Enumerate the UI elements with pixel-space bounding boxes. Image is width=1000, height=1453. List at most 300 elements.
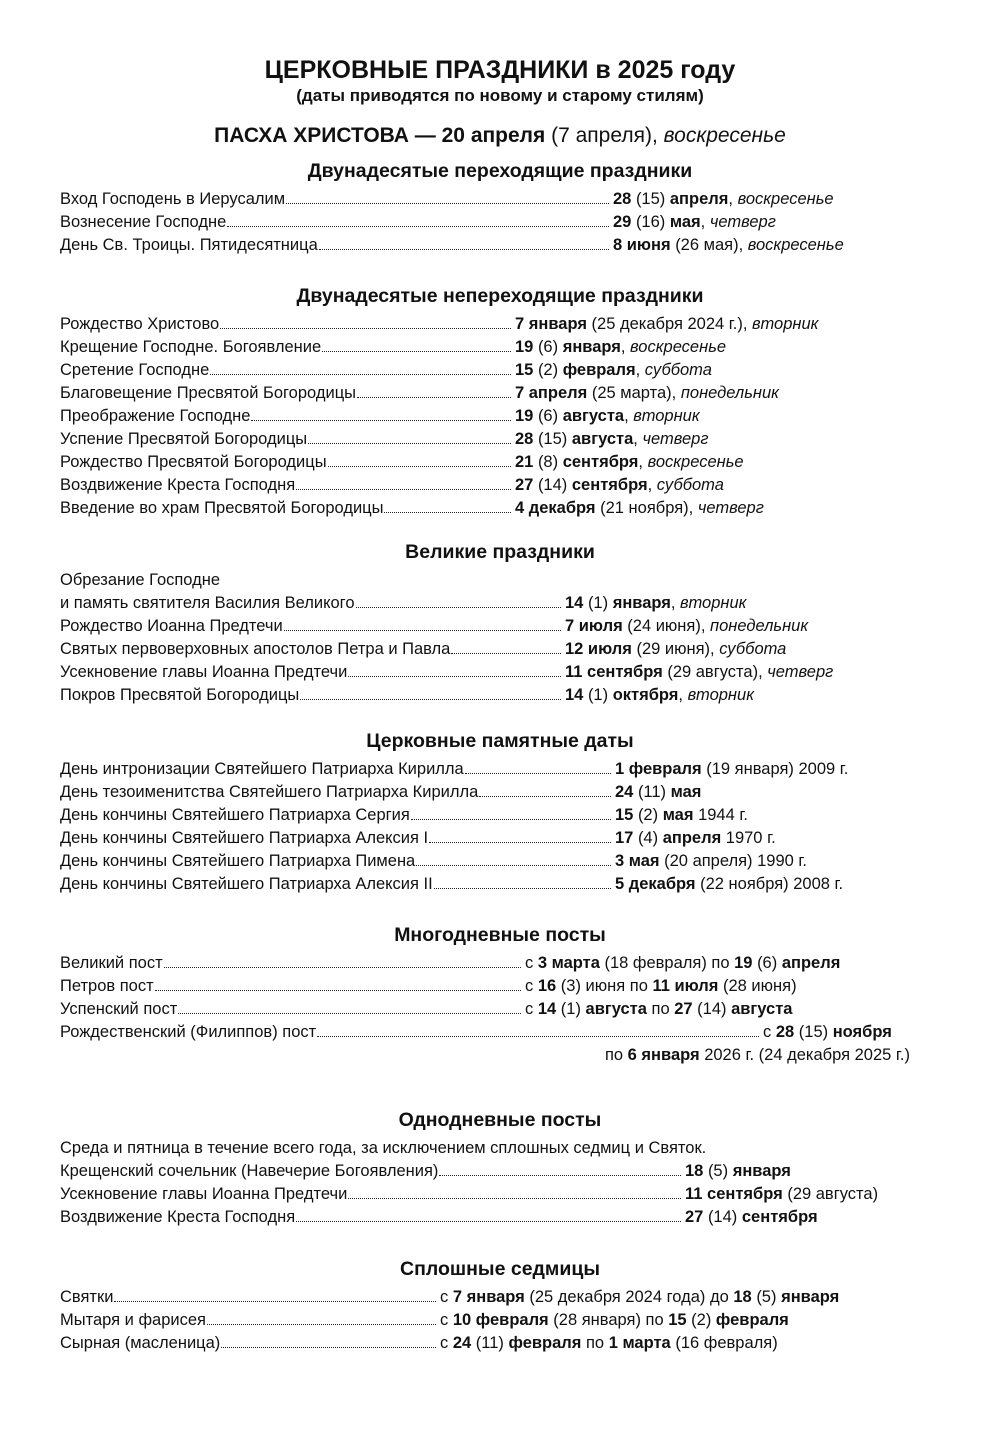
entry-date <box>685 1206 818 1229</box>
value-segment: мая <box>669 213 701 231</box>
entry-row <box>0 758 1000 781</box>
dot-leader <box>451 653 561 654</box>
entry-row <box>0 1160 1000 1183</box>
entry-name: День кончины Святейшего Патриарха Алексия II <box>60 875 433 893</box>
entry-left <box>60 405 513 428</box>
value-segment: 29 <box>613 213 636 231</box>
value-segment: 24 <box>615 783 638 801</box>
entry-row <box>0 336 1000 359</box>
value-segment: 8 июня <box>613 236 676 254</box>
value-segment: по <box>604 1046 628 1064</box>
section-heading: Двунадесятые переходящие праздники <box>307 160 693 182</box>
entry-name: Обрезание Господне <box>60 571 221 589</box>
entry-name: Рождество Иоанна Предтечи <box>60 617 283 635</box>
entry-row <box>0 188 1000 211</box>
value-segment: (16 февраля) <box>675 1334 778 1352</box>
entry-row <box>0 850 1000 873</box>
value-segment: (15) <box>537 430 572 448</box>
value-segment: , <box>647 476 657 494</box>
entry-row <box>0 998 1000 1021</box>
entry-row <box>0 1309 1000 1332</box>
value-segment: (28 января) по <box>553 1311 669 1329</box>
entry-left <box>60 975 523 998</box>
value-segment: августа <box>585 1000 652 1018</box>
dot-leader <box>317 1036 759 1037</box>
entry-row <box>0 827 1000 850</box>
entry-name: Вознесение Господне <box>60 213 227 231</box>
value-segment: 4 декабря <box>515 499 601 517</box>
entry-row <box>0 359 1000 382</box>
section <box>0 1256 1000 1355</box>
dot-leader <box>308 443 511 444</box>
entry-date <box>613 188 834 211</box>
section <box>0 539 1000 707</box>
value-segment: 2026 г. (24 декабря 2025 г.) <box>704 1046 910 1064</box>
value-segment: 28 <box>613 190 636 208</box>
entry-date <box>515 313 818 336</box>
dot-leader <box>207 1324 436 1325</box>
entry-row <box>0 684 1000 707</box>
value-segment: (22 ноября) 2008 г. <box>700 875 844 893</box>
value-segment: 18 <box>685 1162 708 1180</box>
value-segment: (29 июня), <box>636 640 720 658</box>
value-segment: , <box>678 686 688 704</box>
entry-date <box>565 638 786 661</box>
value-segment: (25 декабря 2024 года) до <box>529 1288 734 1306</box>
section <box>0 728 1000 896</box>
entry-left <box>60 211 611 234</box>
entry-date <box>515 428 708 451</box>
page-title: ЦЕРКОВНЫЕ ПРАЗДНИКИ в 2025 году <box>264 56 736 84</box>
entry-left <box>60 428 513 451</box>
entry-left <box>60 497 513 520</box>
dot-leader <box>227 226 609 227</box>
entry-left <box>60 382 513 405</box>
value-segment: (25 декабря 2024 г.), <box>591 315 753 333</box>
value-segment: 3 мая <box>615 852 665 870</box>
value-segment: января <box>781 1288 840 1306</box>
entry-date <box>685 1183 878 1206</box>
entry-left <box>60 474 513 497</box>
dot-leader <box>221 1347 436 1348</box>
value-segment: 14 <box>565 686 588 704</box>
entry-row <box>0 497 1000 520</box>
entry-name: День кончины Святейшего Патриарха Пимена <box>60 852 416 870</box>
value-segment: (1) <box>560 1000 586 1018</box>
value-segment: (26 мая), <box>675 236 748 254</box>
value-segment: (6) <box>757 954 782 972</box>
value-segment: 18 <box>733 1288 757 1306</box>
entry-name: День интронизации Святейшего Патриарха Кирилла <box>60 760 464 778</box>
value-segment: (8) <box>537 453 563 471</box>
value-segment: (29 августа), <box>667 663 768 681</box>
entry-date <box>515 405 700 428</box>
entry-left <box>60 592 563 615</box>
value-segment: 27 <box>515 476 538 494</box>
value-segment: (4) <box>637 829 663 847</box>
dot-leader <box>429 842 611 843</box>
section-heading: Церковные памятные даты <box>366 730 634 752</box>
value-segment: суббота <box>656 476 724 494</box>
entry-name: Вход Господень в Иерусалим <box>60 190 286 208</box>
value-segment: 11 июля <box>652 977 723 995</box>
entry-row <box>0 428 1000 451</box>
value-segment: сентября <box>741 1208 818 1226</box>
entry-row <box>0 804 1000 827</box>
value-segment: (5) <box>707 1162 733 1180</box>
value-segment: четверг <box>642 430 709 448</box>
value-segment: сентября <box>562 453 639 471</box>
entry-row <box>0 405 1000 428</box>
entry-date <box>515 474 724 497</box>
section-heading: Многодневные посты <box>394 924 606 946</box>
entry-date <box>565 661 833 684</box>
value-segment: по <box>651 1000 675 1018</box>
value-segment: (5) <box>756 1288 782 1306</box>
entry-date-continuation <box>605 1044 910 1067</box>
value-segment: воскресенье <box>630 338 727 356</box>
value-segment: понедельник <box>680 384 779 402</box>
value-segment: 1 марта <box>608 1334 676 1352</box>
value-segment: января <box>732 1162 791 1180</box>
value-segment: с <box>440 1334 453 1352</box>
entry-row <box>0 952 1000 975</box>
entry-row <box>0 211 1000 234</box>
entry-date <box>565 684 754 707</box>
entry-left <box>60 1206 683 1229</box>
entry-row <box>0 975 1000 998</box>
entry-left <box>60 1183 683 1206</box>
section-heading: Сплошные седмицы <box>400 1258 600 1280</box>
entry-row <box>0 382 1000 405</box>
value-segment: 12 июля <box>565 640 637 658</box>
value-segment: , <box>633 430 643 448</box>
value-segment: апреля <box>662 829 726 847</box>
value-segment: 15 <box>615 806 638 824</box>
entry-date <box>615 758 848 781</box>
dot-leader <box>178 1013 521 1014</box>
value-segment: (6) <box>537 338 563 356</box>
dot-leader <box>357 397 511 398</box>
value-segment: 27 <box>674 1000 698 1018</box>
dot-leader <box>155 990 521 991</box>
entry-date <box>440 1332 778 1355</box>
entry-row <box>0 615 1000 638</box>
entry-date <box>763 1021 892 1044</box>
section-heading: Однодневные посты <box>398 1109 602 1131</box>
entry-date <box>515 497 764 520</box>
entry-date <box>613 211 776 234</box>
entry-left <box>60 850 613 873</box>
entry-date <box>515 451 744 474</box>
value-segment: (29 августа) <box>787 1185 879 1203</box>
entry-name: Воздвижение Креста Господня <box>60 1208 296 1226</box>
value-segment: , <box>700 213 710 231</box>
value-segment: августа <box>562 407 625 425</box>
dot-leader <box>465 773 611 774</box>
value-segment: (1) <box>587 594 613 612</box>
value-segment: 1970 г. <box>725 829 776 847</box>
value-segment: (18 февраля) по <box>604 954 735 972</box>
dot-leader <box>439 1175 681 1176</box>
value-segment: 11 сентября <box>565 663 668 681</box>
dot-leader <box>251 420 511 421</box>
dot-leader <box>319 249 609 250</box>
dot-leader <box>356 607 561 608</box>
entry-date <box>685 1160 791 1183</box>
entry-row <box>0 1286 1000 1309</box>
value-segment: (7 апреля), <box>551 124 664 147</box>
entry-name: Усекновение главы Иоанна Предтечи <box>60 1185 348 1203</box>
intro-line <box>0 1137 1000 1160</box>
entry-date <box>525 998 793 1021</box>
value-segment: вторник <box>633 407 700 425</box>
value-segment: января <box>562 338 621 356</box>
entry-date <box>613 234 844 257</box>
entry-left <box>60 684 563 707</box>
entry-name: Рождество Христово <box>60 315 220 333</box>
value-segment: по <box>585 1334 609 1352</box>
entry-name: Успенский пост <box>60 1000 178 1018</box>
value-segment: (15) <box>798 1023 833 1041</box>
value-segment: (21 ноября), <box>600 499 698 517</box>
entry-date <box>440 1286 839 1309</box>
dot-leader <box>416 865 611 866</box>
entry-date <box>515 382 779 405</box>
value-segment: 1 февраля <box>615 760 707 778</box>
dot-leader <box>348 676 561 677</box>
entry-row <box>0 474 1000 497</box>
section <box>0 158 1000 257</box>
value-segment: (28 июня) <box>723 977 797 995</box>
entry-name: Сретение Господне <box>60 361 210 379</box>
dot-leader <box>220 328 511 329</box>
entry-left <box>60 804 613 827</box>
entry-date <box>615 804 748 827</box>
value-segment: апреля <box>781 954 841 972</box>
value-segment: четверг <box>697 499 764 517</box>
entry-left <box>60 188 611 211</box>
value-segment: с <box>525 977 538 995</box>
dot-leader <box>210 374 511 375</box>
entry-left <box>60 952 523 975</box>
value-segment: (20 апреля) 1990 г. <box>664 852 808 870</box>
entry-name: Воздвижение Креста Господня <box>60 476 296 494</box>
value-segment: (1) <box>587 686 613 704</box>
intro-text: Среда и пятница в течение всего года, за исключением сплошных седмиц и Святок. <box>60 1139 707 1157</box>
value-segment: (14) <box>707 1208 742 1226</box>
entry-left <box>60 451 513 474</box>
entry-name: День тезоименитства Святейшего Патриарха Кирилла <box>60 783 479 801</box>
entry-row <box>0 1183 1000 1206</box>
value-segment: (25 марта), <box>591 384 681 402</box>
entry-name: Святых первоверховных апостолов Петра и Павла <box>60 640 451 658</box>
entry-name: Успение Пресвятой Богородицы <box>60 430 308 448</box>
value-segment: октября <box>612 686 679 704</box>
entry-row <box>0 592 1000 615</box>
value-segment: вторник <box>687 686 754 704</box>
entry-name: День Св. Троицы. Пятидесятница <box>60 236 318 254</box>
value-segment: (3) июня по <box>560 977 653 995</box>
value-segment: (14) <box>537 476 572 494</box>
entry-row <box>0 873 1000 896</box>
value-segment: 15 <box>515 361 538 379</box>
entry-left <box>60 615 563 638</box>
value-segment: 24 <box>452 1334 476 1352</box>
entry-left <box>60 234 611 257</box>
entry-name: Рождественский (Филиппов) пост <box>60 1023 317 1041</box>
value-segment: апреля <box>669 190 729 208</box>
entry-row <box>0 234 1000 257</box>
value-segment: августа <box>731 1000 793 1018</box>
value-segment: вторник <box>752 315 819 333</box>
value-segment: (19 января) 2009 г. <box>706 760 849 778</box>
value-segment: ПАСХА ХРИСТОВА — 20 апреля <box>214 124 552 147</box>
entry-left <box>60 661 563 684</box>
value-segment: воскресенье <box>737 190 834 208</box>
entry-left <box>60 1309 438 1332</box>
value-segment: (2) <box>537 361 563 379</box>
entry-date <box>615 827 776 850</box>
value-segment: четверг <box>709 213 776 231</box>
easter-line <box>0 124 1000 148</box>
value-segment: воскресенье <box>647 453 744 471</box>
entry-continuation <box>0 1044 1000 1067</box>
entry-date <box>565 592 746 615</box>
value-segment: (11) <box>475 1334 509 1352</box>
value-segment: 14 <box>537 1000 561 1018</box>
entry-row <box>0 451 1000 474</box>
entry-left <box>60 638 563 661</box>
value-segment: 28 <box>775 1023 799 1041</box>
dot-leader <box>384 512 511 513</box>
entry-left <box>60 1160 683 1183</box>
entry-name: Усекновение главы Иоанна Предтечи <box>60 663 348 681</box>
entry-name: Мытаря и фарисея <box>60 1311 206 1329</box>
value-segment: января <box>612 594 671 612</box>
value-segment: 28 <box>515 430 538 448</box>
entry-name: Петров пост <box>60 977 154 995</box>
value-segment: 6 января <box>627 1046 705 1064</box>
entry-date <box>525 952 840 975</box>
value-segment: 7 января <box>515 315 592 333</box>
value-segment: 14 <box>565 594 588 612</box>
value-segment: , <box>670 594 681 612</box>
entry-name: и память святителя Василия Великого <box>60 594 355 612</box>
value-segment: 11 сентября <box>685 1185 788 1203</box>
entry-name: Святки <box>60 1288 114 1306</box>
value-segment: 15 <box>668 1311 692 1329</box>
section-heading: Великие праздники <box>405 541 595 563</box>
entry-date <box>515 359 712 382</box>
entry-date <box>615 873 843 896</box>
entry-name: Покров Пресвятой Богородицы <box>60 686 300 704</box>
entry-row <box>0 1206 1000 1229</box>
dot-leader <box>284 630 561 631</box>
entry-left <box>60 1286 438 1309</box>
value-segment: (6) <box>537 407 563 425</box>
value-segment: , <box>728 190 738 208</box>
value-segment: , <box>620 338 631 356</box>
entry-row <box>0 638 1000 661</box>
entry-name: Рождество Пресвятой Богородицы <box>60 453 327 471</box>
value-segment: мая <box>662 806 699 824</box>
entry-name: Крещенский сочельник (Навечерие Богоявления) <box>60 1162 439 1180</box>
entry-left <box>60 998 523 1021</box>
value-segment: , <box>624 407 634 425</box>
dot-leader <box>411 819 611 820</box>
entry-left <box>60 336 513 359</box>
entry-name: Введение во храм Пресвятой Богородицы <box>60 499 384 517</box>
dot-leader <box>164 967 521 968</box>
dot-leader <box>296 489 511 490</box>
value-segment: 7 апреля <box>515 384 592 402</box>
value-segment: ноября <box>832 1023 892 1041</box>
value-segment: августа <box>571 430 634 448</box>
value-segment: с <box>763 1023 776 1041</box>
entry-date <box>615 781 701 804</box>
value-segment: (14) <box>697 1000 732 1018</box>
dot-leader <box>296 1221 681 1222</box>
dot-leader <box>328 466 511 467</box>
value-segment: (24 июня), <box>627 617 711 635</box>
value-segment: с <box>440 1311 453 1329</box>
entry-pre-line <box>0 569 1000 592</box>
value-segment: февраля <box>715 1311 789 1329</box>
entry-date <box>615 850 807 873</box>
value-segment: февраля <box>508 1334 586 1352</box>
entry-left <box>60 873 613 896</box>
value-segment: февраля <box>562 361 636 379</box>
entry-name: Преображение Господне <box>60 407 251 425</box>
value-segment: суббота <box>719 640 787 658</box>
value-segment: суббота <box>644 361 712 379</box>
value-segment: (2) <box>691 1311 716 1329</box>
value-segment: 5 декабря <box>615 875 701 893</box>
entry-left <box>60 827 613 850</box>
entry-left <box>60 359 513 382</box>
value-segment: 10 февраля <box>452 1311 554 1329</box>
value-segment: (15) <box>635 190 670 208</box>
section-heading: Двунадесятые непереходящие праздники <box>296 285 704 307</box>
entry-name: День кончины Святейшего Патриарха Алексия I <box>60 829 429 847</box>
value-segment: 7 января <box>452 1288 530 1306</box>
value-segment: 7 июля <box>565 617 628 635</box>
entry-date <box>440 1309 789 1332</box>
value-segment: , <box>635 361 645 379</box>
entry-date <box>525 975 797 998</box>
section <box>0 1107 1000 1229</box>
value-segment: сентября <box>571 476 648 494</box>
section <box>0 922 1000 1067</box>
entry-date <box>515 336 726 359</box>
value-segment: , <box>638 453 648 471</box>
value-segment: (2) <box>637 806 663 824</box>
value-segment: 21 <box>515 453 538 471</box>
entry-left <box>60 781 613 804</box>
value-segment: с <box>440 1288 453 1306</box>
entry-name: Сырная (масленица) <box>60 1334 221 1352</box>
page-subtitle: (даты приводятся по новому и старому стилям) <box>296 86 704 105</box>
entry-left <box>60 1021 761 1044</box>
entry-left <box>60 758 613 781</box>
value-segment: 1944 г. <box>698 806 748 824</box>
entry-row <box>0 661 1000 684</box>
dot-leader <box>114 1301 436 1302</box>
value-segment: 19 <box>734 954 758 972</box>
value-segment: воскресенье <box>747 236 844 254</box>
dot-leader <box>479 796 611 797</box>
